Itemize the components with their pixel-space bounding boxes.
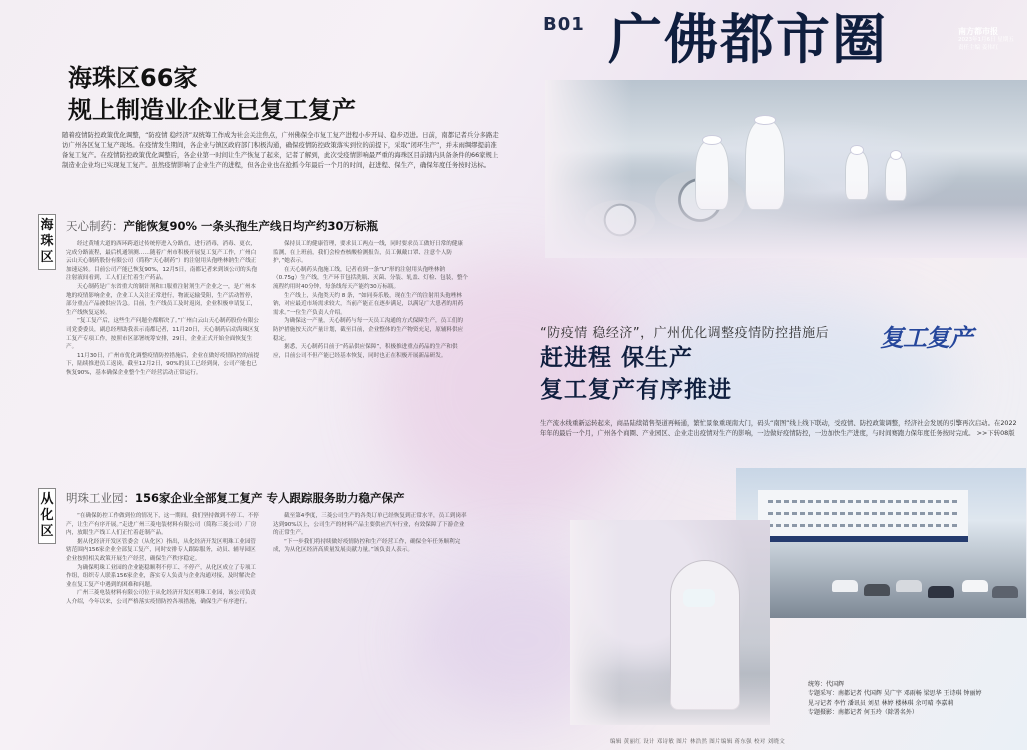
- haizhu-paragraph: 在天心制药头孢施工线，记者看到一条“U”形的注射用头孢唑林钠（0.75g）生产线，生产环节包括洗瓶、灭菌、分装、轧盖、灯检、包装，整个流程约用时40分钟，每条线每天产能约30万标瓶。: [273, 266, 469, 290]
- conghua-paragraph: 据从化经济开发区管委会（从化区）指出，从化经济开发区明珠工业园管辖范围内156家企业全部复工复产，同时安排专人跟踪服务，动员、辅导园区企业按照相关政策开展生产经营，确保生产秩序稳定。: [66, 538, 257, 562]
- haizhu-paragraph: 据悉，天心制药目前于“药品供应保障”，积极推进重点药品的生产和供应，目前公司不但产能已经基本恢复，同时也正在积极开展新品研发。: [273, 344, 458, 359]
- credits-line: 专题采写：南都记者 代国辉 吴广宇 邓雨畅 梁思华 王诗琪 钟丽婷: [808, 690, 982, 698]
- lab-worker-photo: [570, 520, 770, 725]
- page-footer-staff: 编辑 黄丽红 设计 邓诗敏 图片 林浩然 图片编辑 蒋东强 校对 刘晓文: [610, 739, 786, 745]
- lead-body-text: 随着疫情防控政策优化调整，“防疫情 稳经济”双统筹工作成为社会关注焦点，广州佛保全市复工复产进程小步开局、稳步迈进。日前，南都记者兵分多路走访广州各区复工复产现场。在疫情发生期间，各企业与镇区政府部门积极沟通，确保疫情防控政策落实到位的前提下，采取“闭环生产”，并未雨绸缪提前准备复工复产。在疫情防控政策优化调整后，各企业第一时间让生产恢复了起来，记者了解到，此次受疫情影响最严重的海珠区目前辖内具备条件的66家规上制造业企业均已实现复工复产。虽然疫情影响了企业生产的进程，但各企业也在抢抓今年最后一个月的时间，赶进程、保生产，确保年度任务按时达标。: [62, 131, 499, 169]
- factory-workers-photo: [545, 80, 1027, 258]
- haizhu-paragraph: “复工复产后，这些生产问题全都解决了。”广州白云山天心制药股份有限公司党委委员，副总经理助我表示南都记者，11月20日，天心制药启动海珠区复工复产专项工作，按照市区部署统筹安排，29日，企业正式开始全面恢复生产。: [66, 318, 260, 351]
- haizhu-paragraph: 11月30日，广州市优化调整疫情防控措施后，企业在做好疫情防控的前提下，陆续推进员工返岗，截至12月2日，90%的员工已经到岗，公司产能也已恢复90%，基本确保企业整个生产经营活动正常运行。: [66, 352, 260, 376]
- credits-line: 统筹：代国辉: [808, 681, 845, 688]
- conghua-company: 明珠工业园：: [66, 491, 135, 505]
- district-tag-conghua: 从化区: [38, 488, 56, 544]
- conghua-headline: 156家企业全部复工复产 专人跟踪服务助力稳产保产: [135, 491, 405, 505]
- masthead-side-panel: [958, 28, 1024, 52]
- conghua-paragraph: “在确保防控工作做到位的情况下，这一期间，我们坚持做到不停工、不停产，让生产有序开展。”走进广州三菱电装材料有限公司（简称三菱公司）厂房内，放眼生产线工人们正忙着赶制产品。: [66, 513, 259, 537]
- feature-headline-line1: 赶进程 保生产: [540, 345, 694, 371]
- credits-line: 见习记者 李竹 潘讯员 刘星 林婷 楼林琪 余可晴 李嘉莉: [808, 699, 954, 707]
- conghua-section-headline: [66, 490, 405, 506]
- conghua-column-2: [273, 512, 468, 607]
- haizhu-paragraph: 生产线上，头孢类天约 8 条，“如同奏乐般，现在生产的注射用头孢唑林钠，对应最近市场需求较大，当前产能正在逐步满足，以满足广大患者的用药需求。”一位生产负责人介绍。: [273, 292, 464, 316]
- masthead-date: 2023年1月6日 星期五: [958, 37, 1014, 43]
- conghua-paragraph: 为确保明珠工业园的企业能稳顺利不停工、不停产，从化区成立了专项工作组，组织专人联系156家企业，落实专人负责与企业沟通对接，及时解决企业在复工复产中遇到的困难和问题。: [66, 564, 257, 588]
- credits-block: [808, 680, 1026, 718]
- credits-line: 专题摄影：南都记者 何玉玲（除署名外）: [808, 709, 918, 717]
- conghua-column-1: [66, 512, 261, 607]
- car-carrier-ship-photo: [736, 468, 1026, 618]
- resume-work-stamp: 复工复产: [880, 323, 972, 352]
- conghua-paragraph: 广州三菱电装材料有限公司位于从化经济开发区明珠工业园，该公司负责人介绍，今年以来，公司严格落实疫情防控各项措施，确保生产有序进行。: [66, 590, 257, 605]
- feature-headline-line2: 复工复产有序推进: [540, 377, 732, 403]
- masthead-brand: 南方都市报: [958, 27, 998, 36]
- haizhu-paragraph: 为确保这一产量，天心制药与每一天员工沟通的方式保障生产，员工们的防护措施按天次产量计划，截至目前，企业整体的生产物资充足，原辅料供应稳定。: [273, 318, 464, 342]
- lead-headline-line1: 海珠区66家: [68, 64, 198, 92]
- feature-kicker: “防疫情 稳经济”，广州优化调整疫情防控措施后: [540, 326, 830, 341]
- page-number: B01: [543, 14, 585, 35]
- haizhu-paragraph: 天心制药是广东省重大的制针剂和口服重注射剂生产企业之一，是广州本地的疫情影响企业，企业工人关注正常进行，物流运输受阻，生产活动暂停，部分重点产品被供应告急。目前，生产线员工及时返岗，企业积极申请复工，生产线恢复运转。: [66, 283, 257, 316]
- lead-headline: [68, 62, 356, 126]
- masthead-title: 广佛都市圈: [608, 7, 888, 71]
- haizhu-column-2: [273, 240, 468, 378]
- haizhu-article-columns: [66, 240, 468, 378]
- haizhu-company: 天心制药：: [66, 219, 124, 233]
- haizhu-paragraph: 经过黄埔大道的西环跨道过传统停进入分路直，进行消毒，消毒、更衣，完成分路流程，最后机通领测……随着广州市积极开展复工复产工作，广州白云山天心制药股份有限公司（简称“天心制药”）的注射用头孢唑林钠生产线正加速运转。目前公司产能已恢复90%，12月5日，南都记者来到该公司的头孢注射液间看到，工人们正忙着生产药品。: [66, 241, 257, 282]
- haizhu-headline: 产能恢复90% 一条头孢生产线日均产约30万标瓶: [123, 219, 379, 233]
- feature-lead-text: 生产流水线重新运转起来，商品陆续销售渠道再畅通，繁忙景象重现南大门，码头“南图”线上线下联动，受疫情、防控政策调整，经济社会发展的引擎再次启动。在2022年年的最后一个月，广州各个商圈、产业园区、企业走出疫情对生产的影响，一边做好疫情防控，一边加快生产进度，与时间赛跑力保年度任务按时完成。 >>下转08版: [540, 419, 1017, 437]
- conghua-article-columns: [66, 512, 468, 607]
- haizhu-section-headline: [66, 218, 378, 234]
- masthead-editor: 责任主编 姜伟红: [958, 45, 999, 51]
- haizhu-column-1: [66, 240, 261, 378]
- district-tag-haizhu: 海珠区: [38, 214, 56, 270]
- conghua-paragraph: 截至第4季度，三菱公司生产的各类订单已经恢复到正常水平，员工到岗率达到90%以上，公司生产的材料产品主要供应汽车行业，有效保障了下游企业的正常生产。: [273, 513, 467, 537]
- haizhu-paragraph: 保持员工的健康管理，要求员工两点一线，同时要求员工做好日常的健康监测，在上班前，我们会检查核酸检测报告，员工佩戴口罩、注意个人防护，”她表示。: [273, 241, 464, 265]
- feature-headline: [540, 342, 732, 406]
- conghua-paragraph: “下一步我们将持续做好疫情防控和生产经营工作，确保全年任务顺利完成，为从化区经济高质量发展贡献力量。”该负责人表示。: [273, 538, 461, 554]
- lead-headline-line2: 规上制造业企业已复工复产: [68, 96, 356, 124]
